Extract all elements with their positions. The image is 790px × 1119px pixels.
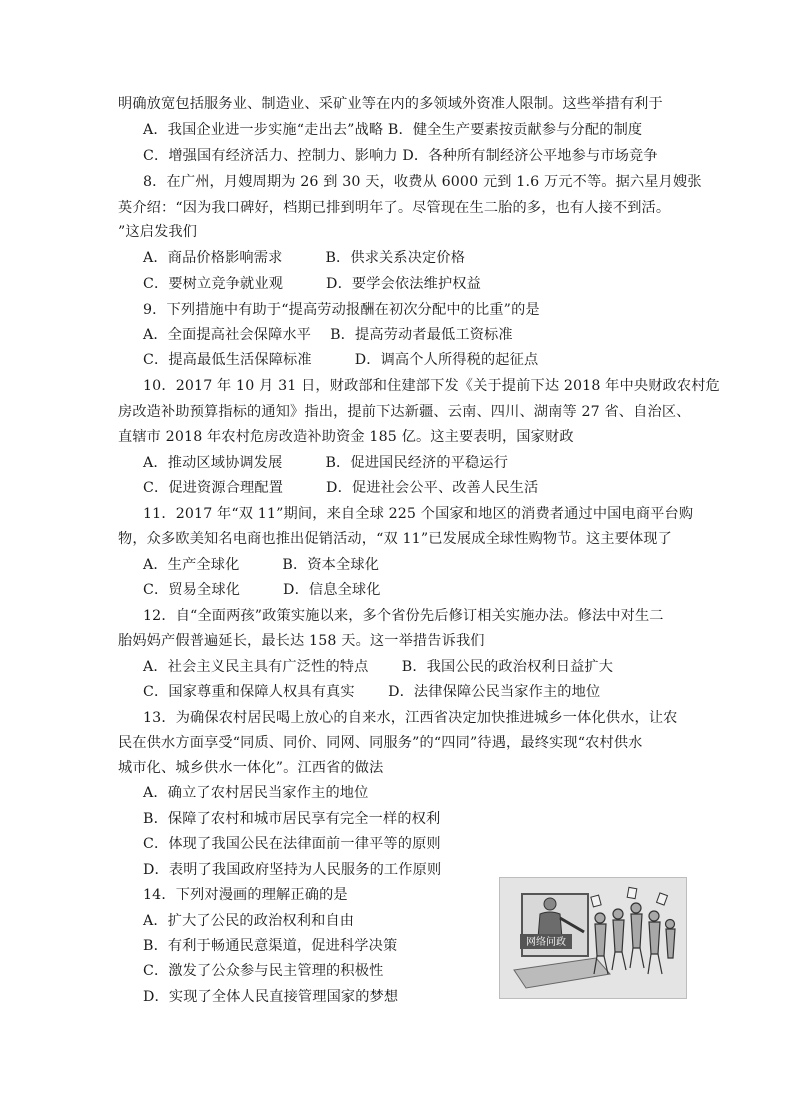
option-line: C．体现了我国公民在法律面前一律平等的原则 (143, 836, 441, 852)
text-line: 明确放宽包括服务业、制造业、采矿业等在内的多领域外资准人限制。这些举措有利于 (118, 96, 663, 112)
option-line: B．保障了农村和城市居民享有完全一样的权利 (143, 811, 441, 827)
question-12: 12．自“全面两孩”政策实施以来，多个省份先后修订相关实施办法。修法中对生二 (143, 608, 664, 624)
cartoon-image (499, 877, 687, 999)
option-line: C．促进资源合理配置 D．促进社会公平、改善人民生活 (143, 480, 539, 496)
question-11: 11．2017 年“双 11”期间，来自全球 225 个国家和地区的消费者通过中国电商平台购 (143, 506, 694, 522)
option-line: D．表明了我国政府坚持为人民服务的工作原则 (143, 862, 442, 878)
option-line: D．实现了全体人民直接管理国家的梦想 (143, 989, 399, 1005)
option-line: C．国家尊重和保障人权具有真实 D．法律保障公民当家作主的地位 (143, 684, 601, 700)
option-line: A．确立了农村居民当家作主的地位 (143, 785, 369, 801)
option-line: A．全面提高社会保障水平 B．提高劳动者最低工资标准 (143, 327, 513, 343)
option-line: A．商品价格影响需求 B．供求关系决定价格 (143, 250, 466, 266)
option-line: A．我国企业进一步实施“走出去”战略 B．健全生产要素按贡献参与分配的制度 (143, 122, 643, 138)
question-13: 13．为确保农村居民喝上放心的自来水，江西省决定加快推进城乡一体化供水，让农 (143, 710, 678, 726)
option-line: C．增强国有经济活力、控制力、影响力 D．各种所有制经济公平地参与市场竞争 (143, 148, 658, 164)
option-line: C．要树立竞争就业观 D．要学会依法维护权益 (143, 276, 481, 292)
question-14: 14．下列对漫画的理解正确的是 (143, 887, 348, 903)
question-9: 9．下列措施中有助于“提高劳动报酬在初次分配中的比重”的是 (143, 302, 540, 318)
option-line: C．提高最低生活保障标准 D．调高个人所得税的起征点 (143, 352, 539, 368)
text-line: 房改造补助预算指标的通知》指出，提前下达新疆、云南、四川、湖南等 27 省、自治区、 (118, 404, 691, 420)
question-10: 10．2017 年 10 月 31 日，财政部和住建部下发《关于提前下达 2018 年中央财政农村危 (143, 378, 720, 394)
option-line: A．社会主义民主具有广泛性的特点 B．我国公民的政治权利日益扩大 (143, 659, 614, 675)
option-line: C．贸易全球化 D．信息全球化 (143, 582, 381, 598)
text-line: 城市化、城乡供水一体化”。江西省的做法 (118, 760, 384, 776)
question-8: 8．在广州，月嫂周期为 26 到 30 天，收费从 6000 元到 1.6 万元不等。据六星月嫂张 (143, 174, 702, 190)
text-line: 英介绍：“因为我口碑好，档期已排到明年了。尽管现在生二胎的多，也有人接不到活。 (118, 200, 671, 216)
text-line: 物，众多欧美知名电商也推出促销活动，“双 11”已发展成全球性购物节。这主要体现了 (118, 531, 672, 547)
option-line: C．激发了公众参与民主管理的积极性 (143, 963, 384, 979)
text-line: 民在供水方面享受“同质、同价、同网、同服务”的“四同”待遇，最终实现“农村供水 (118, 735, 643, 751)
option-line: A．推动区域协调发展 B．促进国民经济的平稳运行 (143, 455, 509, 471)
text-line: ”这启发我们 (118, 224, 198, 240)
option-line: A．扩大了公民的政治权利和自由 (143, 913, 355, 929)
cartoon-illustration (500, 878, 686, 998)
option-line: A．生产全球化 B．资本全球化 (143, 557, 380, 573)
sign-text: 网络问政 (526, 937, 566, 948)
text-line: 胎妈妈产假普遍延长，最长达 158 天。这一举措告诉我们 (118, 633, 485, 649)
text-line: 直辖市 2018 年农村危房改造补助资金 185 亿。这主要表明，国家财政 (118, 429, 574, 445)
option-line: B．有利于畅通民意渠道，促进科学决策 (143, 938, 398, 954)
